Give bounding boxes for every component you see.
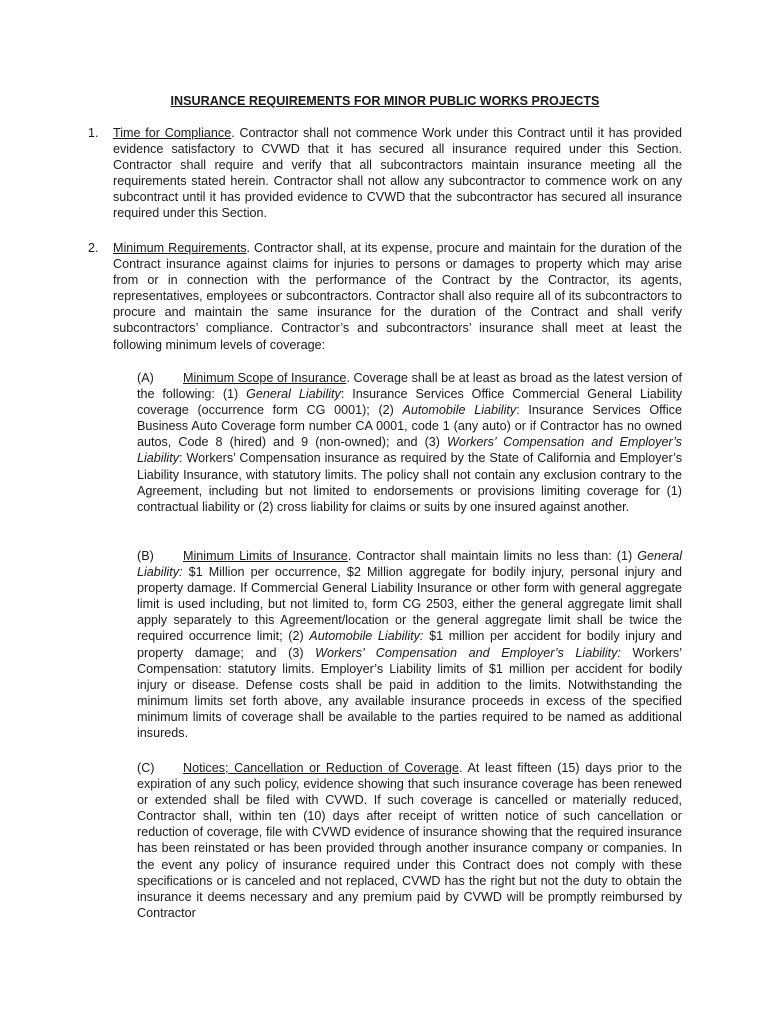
section-text: . Contractor shall, at its expense, procure and maintain for the duration of the Contract insurance against claims for injuries to persons or damages to property which may arise from or in connection with the performance of the Contract by the Contractor, its agents, representatives, employees or subcontractors. Contractor shall also require all of its subcontractors to procure and maintain the same insurance for the duration of the Contract and shall verify subcontractors’ compliance. Contractor’s and subcontractors’ insurance shall meet at least the following minimum levels of coverage:: [113, 241, 682, 352]
section-text: . Contractor shall not commence Work under this Contract until it has provided evidence satisfactory to CVWD that it has secured all insurance required under this Section. Contractor shall require and verify that all subcontractors maintain insurance meeting all the requirements stated herein. Contractor shall not allow any subcontractor to commence work on any subcontract until it has provided evidence to CVWD that the subcontractor has secured all insurance required under this Section.: [113, 126, 682, 221]
subsection-italic-term: Automobile Liability: [402, 403, 517, 418]
subsection-text: . Coverage shall be at least as broad as the latest version of the following: (1): [137, 371, 682, 402]
subsection-italic-term: General Liability:: [137, 549, 682, 580]
subsection-text: : Insurance Services Office Commercial General Liability coverage (occurrence form CG 0001); (2): [137, 387, 683, 418]
subsection-text: $1 Million per occurrence, $2 Million aggregate for bodily injury, personal injury and property damage. If Commercial General Liability Insurance or other form with general aggregate limit is used including, but not limited to, form CG 2503, either the general aggregate limit shall apply separately to this Agreement/location or the general aggregate limit shall be twice the required occurrence limit; (2): [137, 565, 682, 644]
subsection-italic-term: Workers’ Compensation and Employer’s Liability: [137, 435, 682, 466]
subsection-text: Workers’ Compensation: statutory limits. Employer’s Liability limits of $1 million per accident for bodily injury or disease. Defense costs shall be paid in addition to the limits. Notwithstanding the minimum limits set forth above, any available insurance proceeds in excess of the specified minimum limits of coverage shall be available to the parties required to be named as additional insureds.: [137, 645, 683, 741]
section-heading: Time for Compliance: [113, 126, 232, 140]
subsection-label: (B): [137, 549, 154, 563]
subsection-heading: Minimum Limits of Insurance: [183, 549, 348, 563]
document-title: INSURANCE REQUIREMENTS FOR MINOR PUBLIC WORKS PROJECTS: [170, 94, 600, 108]
subsection-italic-term: Automobile Liability:: [309, 629, 424, 644]
subsection-text: : Workers’ Compensation insurance as required by the State of California and Employer’s Liability Insurance, with statutory limits. The policy shall not contain any exclusion contrary to the Agreement, including but not limited to endorsements or provisions limiting coverage for (1) contractual liability or (2) cross liability for claims or suits by one insured against another.: [137, 451, 682, 514]
subsection-italic-term: General Liability: [246, 387, 341, 402]
subsection-minimum-limits: [137, 548, 682, 741]
section-body: [113, 125, 682, 222]
subsection-notices-cancellation: [137, 760, 682, 921]
section-number: 2.: [88, 241, 99, 255]
section-body: [113, 240, 682, 353]
subsection-heading: Minimum Scope of Insurance: [183, 371, 347, 385]
section-number: 1.: [88, 126, 99, 140]
subsection-label: (C): [137, 761, 155, 775]
subsection-text: . Contractor shall maintain limits no less than: (1): [347, 549, 638, 563]
subsection-label: (A): [137, 371, 154, 385]
subsection-heading: Notices; Cancellation or Reduction of Coverage: [183, 761, 460, 775]
section-minimum-requirements: [88, 240, 682, 353]
subsection-text: . At least fifteen (15) days prior to the expiration of any such policy, evidence showing that such insurance coverage has been renewed or extended shall be filed with CVWD. If such coverage is cancelled or materially reduced, Contractor shall, within ten (10) days after receipt of written notice of such cancellation or reduction of coverage, file with CVWD evidence of insurance showing that the required insurance has been reinstated or has been provided through another insurance company or companies. In the event any policy of insurance required under this Contract does not comply with these specifications or is canceled and not replaced, CVWD has the right but not the duty to obtain the insurance it deems necessary and any premium paid by CVWD will be promptly reimbursed by Contractor: [137, 761, 683, 920]
subsection-italic-term: Workers’ Compensation and Employer’s Liability:: [315, 645, 621, 660]
subsection-minimum-scope: [137, 370, 682, 515]
subsection-text: : Insurance Services Office Business Auto Coverage form number CA 0001, code 1 (any auto) or if Contractor has no owned autos, Code 8 (hired) and 9 (non-owned); and (3): [137, 403, 682, 450]
section-time-for-compliance: [88, 125, 682, 222]
subsection-text: $1 million per accident for bodily injury and property damage; and (3): [137, 629, 682, 660]
section-heading: Minimum Requirements: [113, 241, 247, 255]
